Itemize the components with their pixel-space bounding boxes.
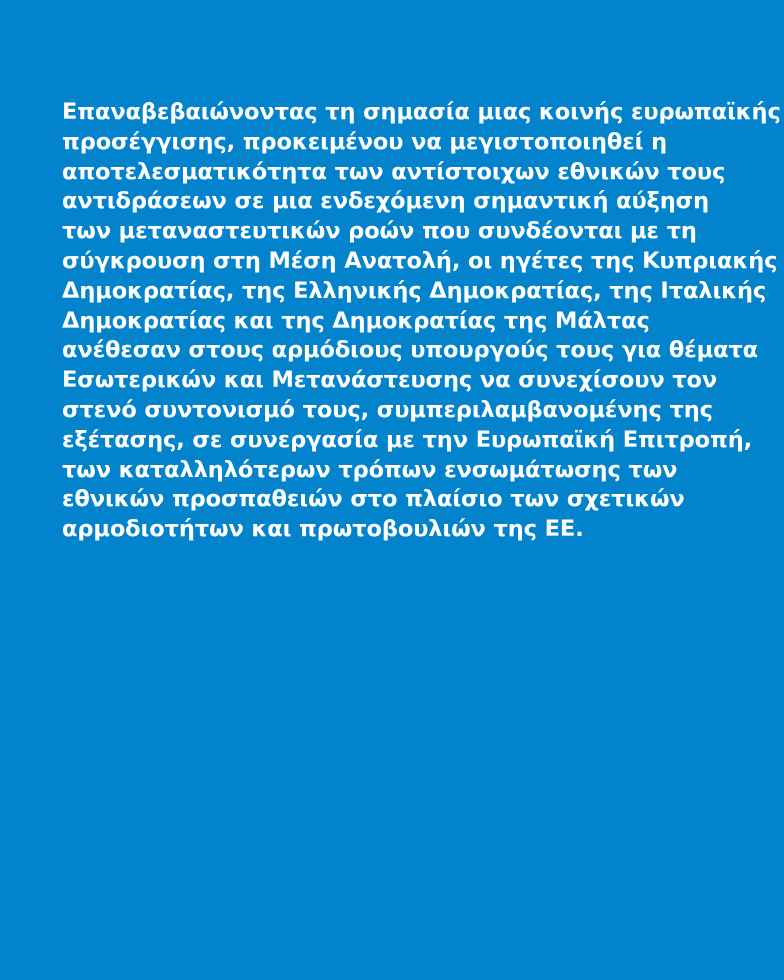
statement-line: προσέγγισης, προκειμένου να μεγιστοποιηθεί η [62,128,667,155]
statement-line: αντιδράσεων σε μια ενδεχόμενη σημαντική αύξηση [62,188,709,215]
statement-line: Εσωτερικών και Μετανάστευσης να συνεχίσουν τον [62,367,718,394]
statement-line: αποτελεσματικότητα των αντίστοιχων εθνικών τους [62,158,726,185]
statement-line: εξέτασης, σε συνεργασία με την Ευρωπαϊκή Επιτροπή, [62,426,753,453]
statement-line: των μεταναστευτικών ροών που συνδέονται με τη [62,218,697,245]
statement-text [62,98,781,545]
statement-line: Επαναβεβαιώνοντας τη σημασία μιας κοινής ευρωπαϊκής [62,99,781,125]
statement-line: των καταλληλότερων τρόπων ενσωμάτωσης των [62,456,678,483]
statement-line: ανέθεσαν στους αρμόδιους υπουργούς τους για θέματα [62,337,759,364]
statement-line: εθνικών προσπαθειών στο πλαίσιο των σχετικών [62,486,685,513]
statement-line: Δημοκρατίας, της Ελληνικής Δημοκρατίας, της Ιταλικής [62,277,767,304]
statement-line: στενό συντονισμό τους, συμπεριλαμβανομένης της [62,396,713,423]
statement-line: σύγκρουση στη Μέση Ανατολή, οι ηγέτες της Κυπριακής [62,247,778,274]
statement-line: αρμοδιοτήτων και πρωτοβουλιών της ΕΕ. [62,516,584,543]
statement-line: Δημοκρατίας και της Δημοκρατίας της Μάλτας [62,307,650,334]
